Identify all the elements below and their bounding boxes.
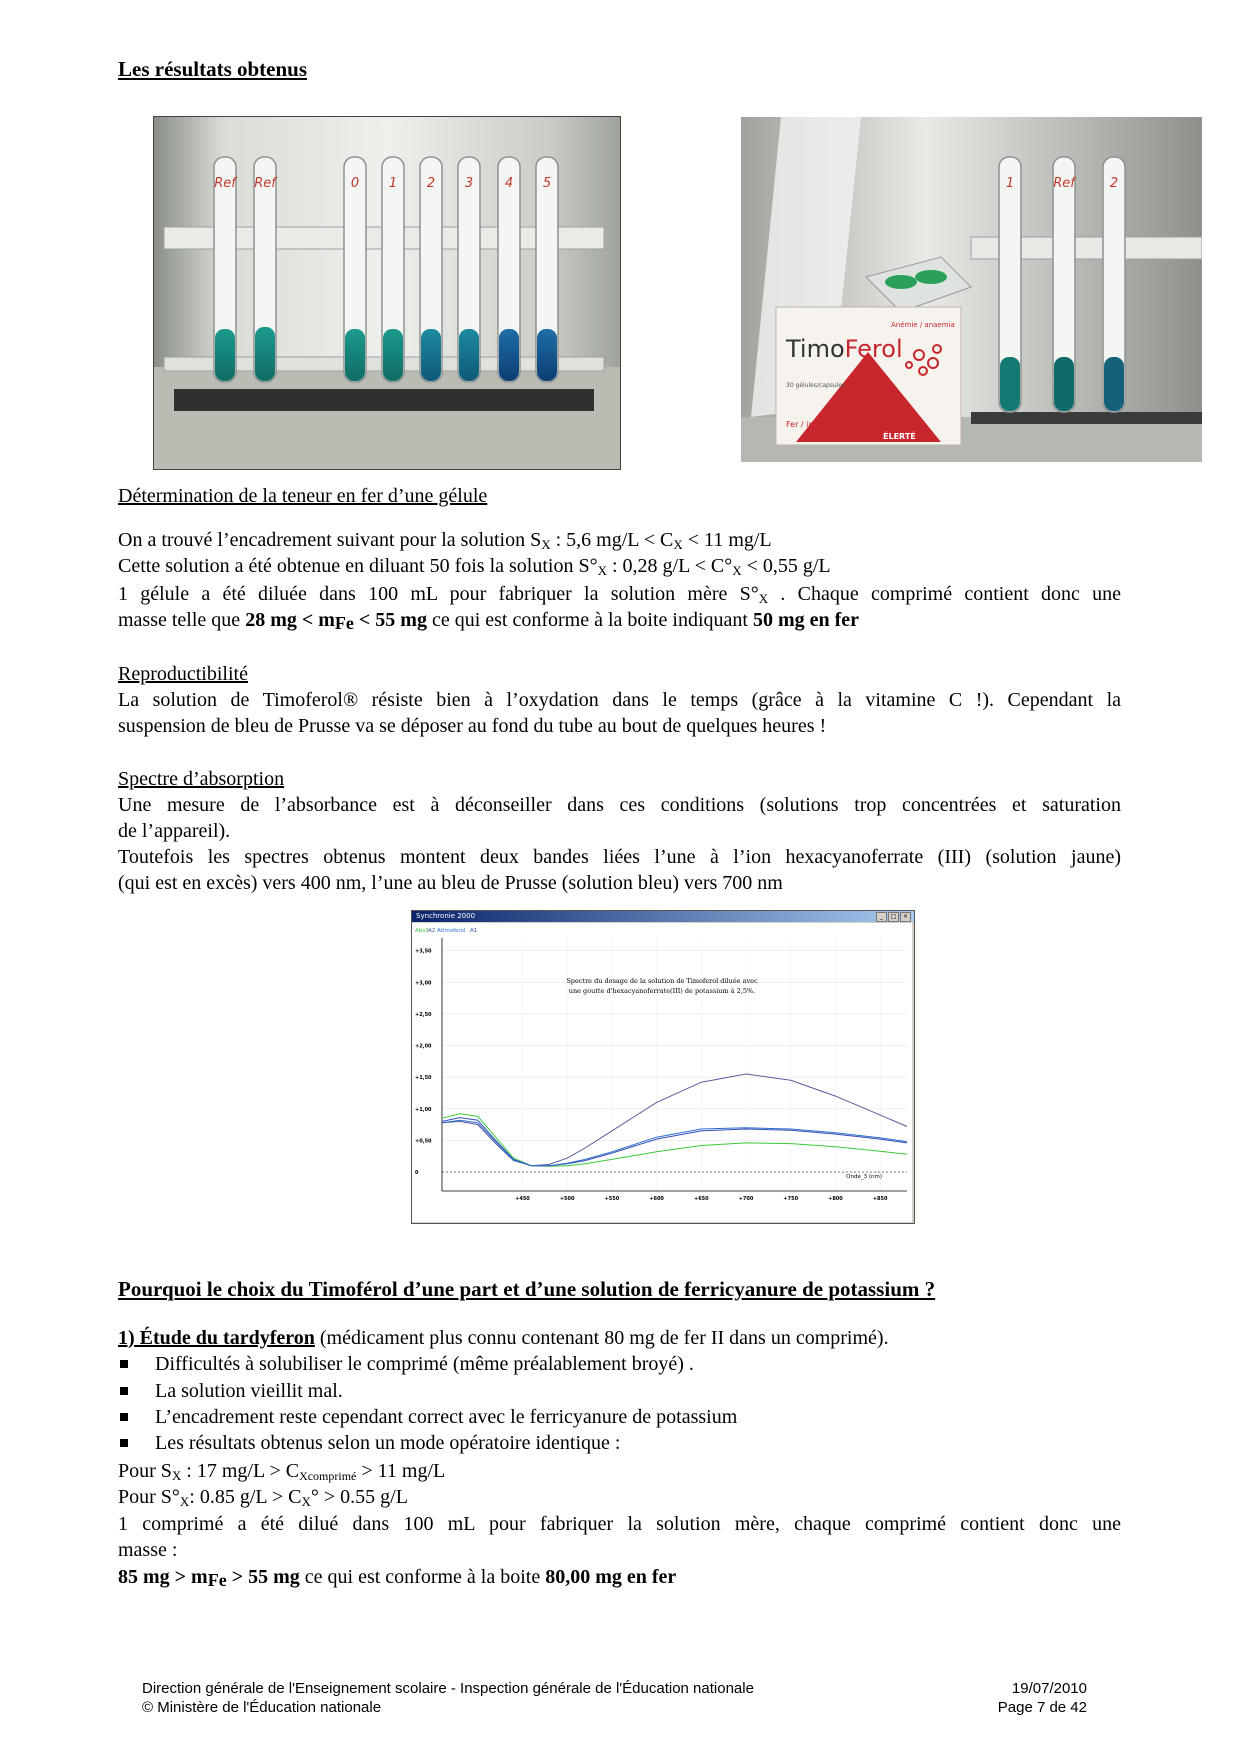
svg-text:TimoFerol: TimoFerol [786, 335, 903, 363]
spectre-line-3: Toutefois les spectres obtenus montent deux bandes liées l’une à l’ion hexacyanoferrate (III) (solution jaune) [118, 846, 1121, 868]
close-button[interactable]: × [900, 912, 911, 922]
bullet-item-1: Difficultés à solubiliser le comprimé (même préalablement broyé) . [155, 1353, 694, 1375]
test-tubes-illustration [154, 117, 620, 469]
chart-y-tick-label: +2,00 [415, 1043, 432, 1050]
chart-y-tick-label: +3,50 [415, 948, 432, 955]
comprime-line-1: 1 comprimé a été dilué dans 100 mL pour fabriquer la solution mère, chaque comprimé contient donc une [118, 1513, 1121, 1535]
window-controls [876, 912, 911, 922]
spectrum-window [411, 910, 915, 1224]
pour-sx-line: Pour $S_X$ : 17 $mg/L > C_{Xcomprimé} > 11$ mg/L [118, 1460, 446, 1483]
comprime-line-2: masse : [118, 1539, 178, 1561]
chart-x-tick-label: +750 [783, 1196, 799, 1202]
bullet-marker [120, 1413, 128, 1421]
svg-text:Fer / iron: Fer / iron [786, 420, 822, 429]
determination-line-2: Cette solution a été obtenue en diluant 50 fois la solution $S^\circ_X$ : 0,28 $g/L < C^\circ_X < 0,55$ g/L [118, 555, 831, 578]
chart-title-line-2: une goutte d'hexacyanoferrate(III) de potassium à 2,5%. [568, 987, 756, 995]
svg-text:5: 5 [542, 176, 552, 191]
svg-text:1: 1 [1005, 176, 1015, 191]
svg-text:Anémie / anaemia: Anémie / anaemia [891, 321, 955, 329]
determination-line-3: 1 gélule a été diluée dans 100 mL pour fabriquer la solution mère $S^\circ_X$ . Chaque comprimé contient donc une [118, 583, 1121, 606]
footer-page-number: Page 7 de 42 [997, 1699, 1087, 1716]
legend-a1: A1 [470, 928, 478, 934]
chart-x-tick-label: +600 [649, 1196, 664, 1202]
subsection-title-determination: Détermination de la teneur en fer d’une gélule [118, 485, 488, 507]
svg-text:0: 0 [350, 176, 360, 191]
spectre-line-4: (qui est en excès) vers 400 nm, l’une au bleu de Prusse (solution bleu) vers 700 nm [118, 872, 783, 894]
chart-x-tick-label: +650 [694, 1196, 709, 1202]
window-titlebar [412, 911, 914, 922]
tardyferon-title: 1) Étude du tardyferon [118, 1327, 315, 1349]
section-heading-results: Les résultats obtenus [118, 57, 308, 81]
photo-test-tubes [153, 116, 621, 470]
section-heading-choix: Pourquoi le choix du Timoférol d’une part et d’une solution de ferricyanure de potassium ? [118, 1277, 936, 1301]
chart-x-tick-label: +800 [828, 1196, 843, 1202]
chart-y-tick-label: +2,50 [415, 1011, 432, 1018]
chart-series-atimoferol [442, 1074, 907, 1166]
spectrum-chart [412, 923, 912, 1222]
photo-timoferol-box [741, 117, 1202, 462]
footer-copyright: © Ministère de l'Éducation nationale [142, 1699, 382, 1716]
bullet-marker [120, 1360, 128, 1368]
determination-line-1: On a trouvé l’encadrement suivant pour la solution $S_X$ : 5,6 $mg/L < C_X < 11$ mg/L [118, 529, 772, 552]
subsection-title-spectre: Spectre d’absorption [118, 768, 285, 790]
legend-atimoferol: Atimoferol [437, 928, 466, 934]
chart-title: Spectre du dosage de la solution de Timoferol diluée avec [566, 977, 758, 985]
svg-text:ÉLERTÉ: ÉLERTÉ [883, 432, 916, 441]
minimize-button[interactable]: _ [876, 912, 887, 922]
svg-text:30 gélules/capsules: 30 gélules/capsules [786, 382, 846, 389]
bullet-item-2: La solution vieillit mal. [155, 1380, 343, 1402]
svg-text:1: 1 [388, 176, 398, 191]
chart-x-tick-label: +450 [515, 1196, 530, 1202]
svg-text:2: 2 [1109, 176, 1119, 191]
chart-x-tick-label: +500 [559, 1196, 575, 1202]
timoferol-box-illustration [741, 117, 1202, 462]
window-title: Synchronie 2000 [416, 912, 476, 920]
reproductibilite-line-1: La solution de Timoferol® résiste bien à l’oxydation dans le temps (grâce à la vitamine C !). Cependant la [118, 689, 1121, 711]
determination-line-4: masse telle que 28 mg < mFe < 55 mg ce qui est conforme à la boite indiquant 50 mg en fer [118, 609, 860, 633]
chart-x-tick-label: +700 [738, 1196, 754, 1202]
spectre-line-1: Une mesure de l’absorbance est à déconseiller dans ces conditions (solutions trop concentrées et saturation [118, 794, 1121, 816]
comprime-result-line: 85 mg > mFe > 55 mg ce qui est conforme à la boite 80,00 mg en fer [118, 1566, 677, 1590]
footer-date: 19/07/2010 [1011, 1680, 1087, 1697]
chart-y-tick-label: +1,50 [415, 1075, 432, 1082]
chart-y-tick-label: 0 [415, 1170, 419, 1177]
chart-x-tick-label: +550 [604, 1196, 620, 1202]
chart-y-tick-label: +0,50 [415, 1138, 432, 1145]
reproductibilite-line-2: suspension de bleu de Prusse va se déposer au fond du tube au bout de quelques heures ! [118, 715, 827, 737]
footer-direction: Direction générale de l'Enseignement scolaire - Inspection générale de l'Éducation nationale [142, 1680, 754, 1697]
bullet-item-3: L’encadrement reste cependant correct avec le ferricyanure de potassium [155, 1406, 738, 1428]
chart-xlabel: Onde_3 (nm) [846, 1174, 882, 1180]
svg-text:Ref: Ref [254, 176, 276, 191]
chart-x-tick-label: +850 [872, 1196, 888, 1202]
bullet-item-4: Les résultats obtenus selon un mode opératoire identique : [155, 1432, 621, 1454]
legend-a2: A2 [428, 928, 436, 934]
chart-y-tick-label: +1,00 [415, 1106, 432, 1113]
subsection-title-reproductibilite: Reproductibilité [118, 663, 248, 685]
bullet-marker [120, 1439, 128, 1447]
tardyferon-title-line: 1) Étude du tardyferon (médicament plus connu contenant 80 mg de fer II dans un comprimé). [118, 1327, 889, 1349]
svg-text:4: 4 [504, 176, 514, 191]
spectre-line-2: de l’appareil). [118, 820, 231, 842]
maximize-button[interactable]: □ [888, 912, 899, 922]
svg-text:Ref: Ref [214, 176, 236, 191]
svg-text:3: 3 [464, 176, 474, 191]
legend-abs3: Abs3 [415, 928, 429, 934]
svg-text:2: 2 [426, 176, 436, 191]
pour-s0x-line: Pour $S^\circ_X$: 0.85 $g/L > C_X^\circ > 0.55$ g/L [118, 1486, 408, 1509]
bullet-marker [120, 1387, 128, 1395]
svg-text:Ref: Ref [1053, 176, 1075, 191]
chart-series-a1 [442, 1120, 907, 1166]
chart-y-tick-label: +3,00 [415, 980, 432, 987]
